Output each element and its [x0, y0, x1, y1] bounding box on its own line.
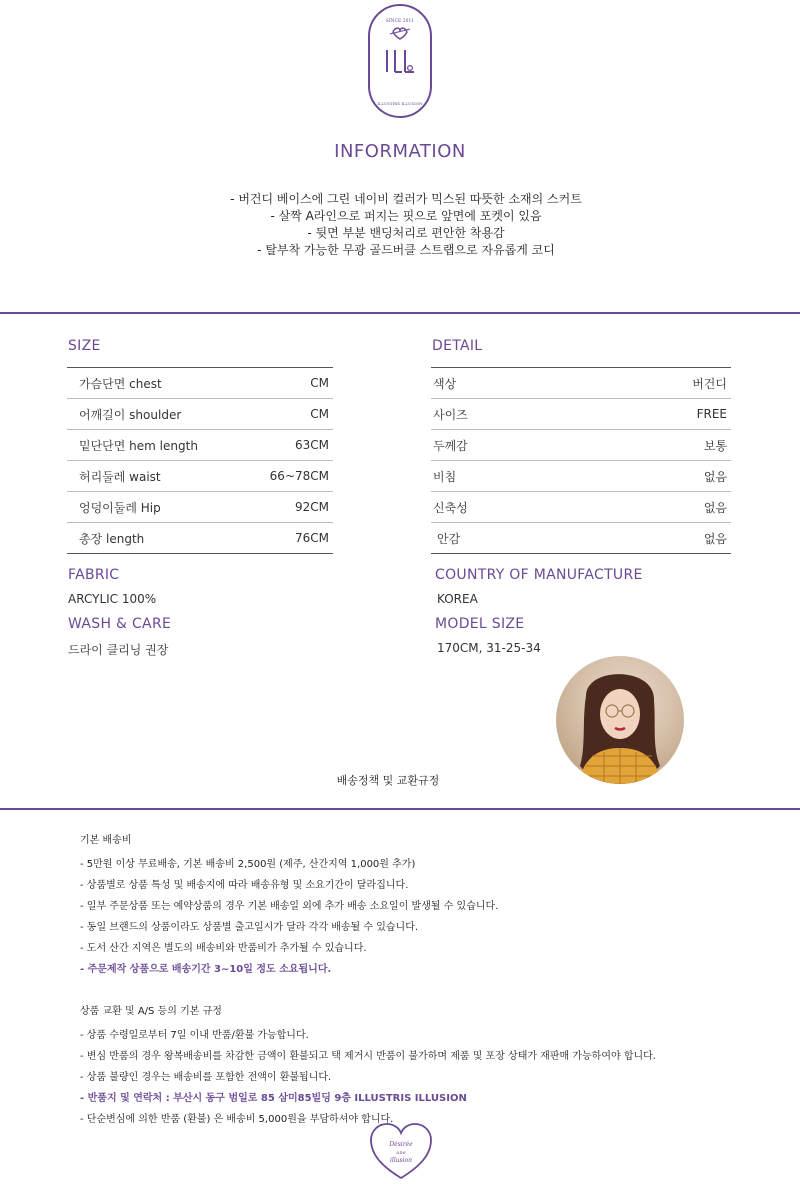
size-value: CM	[246, 368, 333, 399]
table-row	[431, 368, 731, 399]
detail-label: 비침	[431, 461, 577, 492]
size-label: 어깨길이 shoulder	[67, 399, 246, 430]
size-label: 허리둘레 waist	[67, 461, 246, 492]
wash-value: 드라이 클리닝 권장	[68, 643, 169, 657]
detail-value: 보통	[577, 430, 731, 461]
description-line: - 살짝 A라인으로 퍼지는 핏으로 앞면에 포켓이 있음	[270, 209, 542, 223]
policy-emphasis: - 반품지 및 연락처 : 부산시 동구 범일로 85 삼미85빌딩 9층 ILLUSTRIS ILLUSION	[80, 1093, 467, 1104]
policy-line: - 단순변심에 의한 반품 (환불) 은 배송비 5,000원을 부담하셔야 합니다.	[80, 1114, 394, 1125]
policy-line: - 변심 반품의 경우 왕복배송비를 차감한 금액이 환불되고 택 제거시 반품이 불가하며 제품 및 포장 상태가 재판매 가능하여야 합니다.	[80, 1051, 656, 1062]
model-size-value: 170CM, 31-25-34	[437, 641, 541, 655]
heart-text: Désirée	[389, 1141, 413, 1148]
policy-line: - 도서 산간 지역은 별도의 배송비와 반품비가 추가될 수 있습니다.	[80, 943, 367, 954]
size-value: CM	[246, 399, 333, 430]
detail-label: 두께감	[431, 430, 577, 461]
wash-title: WASH & CARE	[68, 616, 172, 632]
model-size-title: MODEL SIZE	[435, 616, 525, 632]
policy-line: - 상품 불량인 경우는 배송비를 포함한 전액이 환불됩니다.	[80, 1072, 332, 1083]
fabric-value: ARCYLIC 100%	[68, 592, 157, 606]
table-row	[67, 430, 333, 461]
description-line: - 버건디 베이스에 그린 네이비 컬러가 믹스된 따뜻한 소재의 스커트	[230, 192, 582, 206]
detail-table	[431, 367, 731, 554]
detail-value: 없음	[577, 492, 731, 523]
size-value: 92CM	[246, 492, 333, 523]
size-table	[67, 367, 333, 554]
size-label: 밑단단면 hem length	[67, 430, 246, 461]
exchange-heading: 상품 교환 및 A/S 등의 기본 규정	[80, 1006, 222, 1017]
table-row	[67, 523, 333, 554]
policy-line: - 동일 브랜드의 상품이라도 상품별 출고일시가 달라 각각 배송될 수 있습니다.	[80, 922, 419, 933]
section-divider	[0, 808, 800, 810]
table-row	[431, 461, 731, 492]
policy-line: - 일부 주문상품 또는 예약상품의 경우 기본 배송일 외에 추가 배송 소요일이 발생될 수 있습니다.	[80, 901, 499, 912]
logo-top-text: SINCE 2011	[385, 19, 415, 24]
detail-label: 신축성	[431, 492, 577, 523]
detail-value: 버건디	[577, 368, 731, 399]
description-line: - 뒷면 부분 밴딩처리로 편안한 착용감	[307, 226, 505, 240]
brand-logo	[366, 2, 434, 120]
fabric-title: FABRIC	[68, 567, 120, 583]
product-description	[0, 191, 800, 259]
country-title: COUNTRY OF MANUFACTURE	[435, 567, 643, 583]
country-value: KOREA	[437, 592, 478, 606]
table-row	[431, 523, 731, 554]
table-row	[67, 368, 333, 399]
detail-label: 사이즈	[431, 399, 577, 430]
heart-emblem-icon	[368, 1122, 434, 1182]
detail-value: 없음	[577, 461, 731, 492]
size-label: 가슴단면 chest	[67, 368, 246, 399]
model-photo	[556, 656, 684, 784]
size-value: 66~78CM	[246, 461, 333, 492]
size-title: SIZE	[68, 338, 101, 354]
info-title: INFORMATION	[334, 141, 466, 162]
table-row	[67, 492, 333, 523]
size-label: 엉덩이둘레 Hip	[67, 492, 246, 523]
table-row	[67, 399, 333, 430]
description-line: - 탈부착 가능한 무광 골드버클 스트랩으로 자유롭게 코디	[257, 243, 555, 257]
table-row	[431, 399, 731, 430]
policy-emphasis: - 주문제작 상품으로 배송기간 3~10일 정도 소요됩니다.	[80, 964, 332, 975]
detail-title: DETAIL	[432, 338, 483, 354]
table-row	[431, 492, 731, 523]
detail-value: FREE	[577, 399, 731, 430]
table-row	[431, 430, 731, 461]
policy-title: 배송정책 및 교환규정	[336, 774, 440, 787]
logo-bottom-text: ILLUSTRIS ILLUSION	[377, 101, 423, 106]
size-label: 총장 length	[67, 523, 246, 554]
section-divider	[0, 312, 800, 314]
shipping-heading: 기본 배송비	[80, 835, 132, 846]
policy-line: - 5만원 이상 무료배송, 기본 배송비 2,500원 (제주, 산간지역 1,000원 추가)	[80, 859, 416, 870]
policy-text	[80, 830, 740, 1130]
heart-text: une	[396, 1150, 406, 1156]
policy-line: - 상품 수령일로부터 7일 이내 반품/환불 가능합니다.	[80, 1030, 309, 1041]
size-value: 76CM	[246, 523, 333, 554]
detail-value: 없음	[577, 523, 731, 554]
detail-label: 안감	[431, 523, 577, 554]
heart-text: illusion	[389, 1157, 413, 1164]
policy-line: - 상품별로 상품 특성 및 배송지에 따라 배송유형 및 소요기간이 달라집니다.	[80, 880, 409, 891]
detail-label: 색상	[431, 368, 577, 399]
size-value: 63CM	[246, 430, 333, 461]
table-row	[67, 461, 333, 492]
